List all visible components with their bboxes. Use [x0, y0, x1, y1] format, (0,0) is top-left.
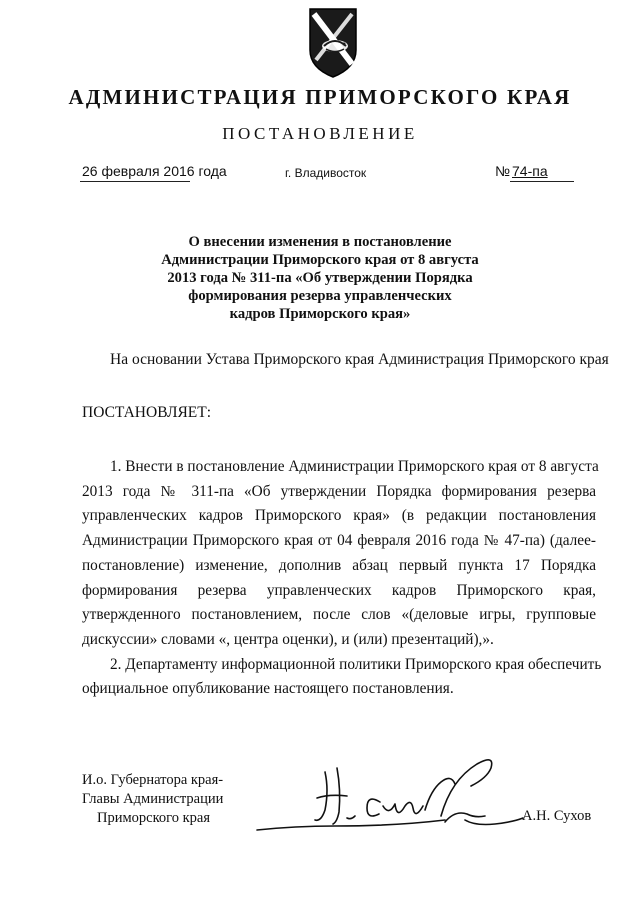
document-body: [82, 455, 602, 702]
body-line: Администрации Приморского края от 04 февраля 2016 года № 47-па) (далее-: [82, 532, 596, 550]
body-line: 2. Департаменту информационной политики Приморского края обеспечить: [110, 655, 602, 673]
body-line: дискуссии» словами «, центра оценки), и (или) презентаций),».: [82, 630, 494, 648]
document-number: 74-па: [512, 163, 548, 179]
body-line: формирования резерва управленческих кадров Приморского края,: [82, 581, 596, 599]
decree-word: ПОСТАНОВЛЯЕТ:: [82, 404, 212, 421]
signer-name: А.Н. Сухов: [522, 808, 592, 824]
body-line: утвержденного постановлением, после слов «(деловые игры, групповые: [82, 606, 596, 624]
body-line: 1. Внести в постановление Администрации Приморского края от 8 августа: [110, 458, 599, 475]
signer-position-line: Приморского края: [97, 810, 211, 826]
document-type: ПОСТАНОВЛЕНИЕ: [222, 124, 418, 143]
document-number-label: №: [495, 163, 511, 179]
signer-position-line: Главы Администрации: [82, 791, 224, 807]
body-line: 2013 года № 311-па «Об утверждении Порядка формирования резерва: [82, 482, 596, 500]
body-line: официальное опубликование настоящего постановления.: [82, 680, 454, 698]
subject-line: кадров Приморского края»: [229, 306, 411, 322]
signer-position-line: И.о. Губернатора края-: [82, 772, 224, 788]
subject-line: О внесении изменения в постановление: [188, 234, 452, 250]
primorsky-krai-coat-of-arms-icon: [304, 6, 362, 80]
subject-line: 2013 года № 311-па «Об утверждении Порядка: [167, 270, 473, 286]
document-date: 26 февраля 2016 года: [82, 163, 227, 179]
subject-line: формирования резерва управленческих: [188, 288, 452, 304]
document-subject: [100, 233, 540, 323]
date-underline: [80, 181, 190, 182]
signer-position: [82, 771, 223, 828]
body-line: управленческих кадров Приморского края» (в редакции постановления: [82, 507, 596, 525]
document-place: г. Владивосток: [285, 166, 367, 180]
legal-basis-paragraph: На основании Устава Приморского края Администрация Приморского края: [110, 351, 609, 368]
handwritten-signature: [255, 750, 555, 845]
number-underline: [510, 181, 574, 182]
organization-title: АДМИНИСТРАЦИЯ ПРИМОРСКОГО КРАЯ: [68, 85, 572, 109]
body-line: постановление) изменение, дополнив абзац первый пункта 17 Порядка: [82, 556, 596, 574]
subject-line: Администрации Приморского края от 8 августа: [161, 252, 479, 268]
